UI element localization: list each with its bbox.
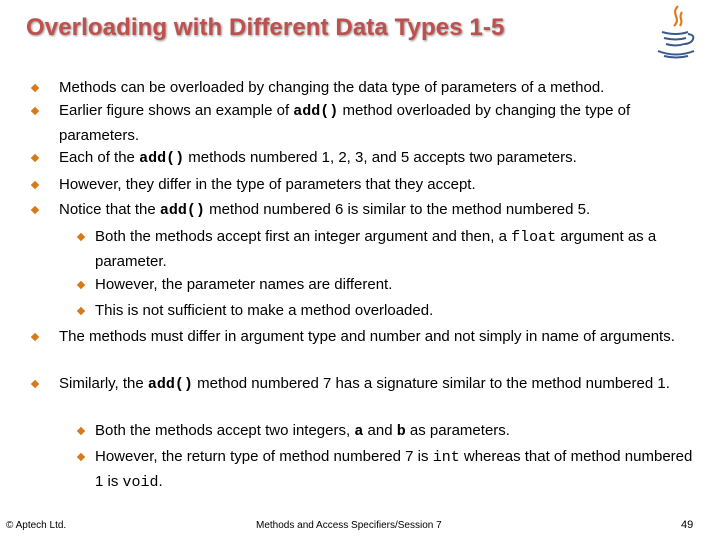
footer-session-title: Methods and Access Specifiers/Session 7 [256,520,442,531]
bullet-text: Methods can be overloaded by changing the data type of parameters of a method. [59,79,605,96]
sub-bullet-marker [77,453,85,461]
bullet-marker [31,333,39,341]
bullet-text: Similarly, the add() method numbered 7 has a signature similar to the method numbered 1. [59,375,670,393]
sub-bullet-marker [77,281,85,289]
bullet-marker [31,84,39,92]
bullet-text: Each of the add() methods numbered 1, 2, 3, and 5 accepts two parameters. [59,149,577,167]
footer-copyright: © Aptech Ltd. [6,520,67,531]
slide-title: Overloading with Different Data Types 1-5 [26,14,505,41]
bullet-text: Earlier figure shows an example of add() method overloaded by changing the type of parameters. [59,102,631,144]
java-logo-icon [652,4,700,60]
bullet-marker [31,380,39,388]
sub-bullet-text: Both the methods accept first an integer argument and then, a float argument as a parameter. [95,228,657,270]
sub-bullet-text: However, the return type of method numbered 7 is int whereas that of method numbered 1 is void. [95,448,693,491]
bullet-marker [31,181,39,189]
sub-bullet-text: Both the methods accept two integers, a and b as parameters. [95,422,510,440]
sub-bullet-text: This is not sufficient to make a method overloaded. [95,302,434,319]
sub-bullet-text: However, the parameter names are different. [95,276,393,293]
sub-bullet-marker [77,233,85,241]
page-number: 49 [681,519,694,531]
bullet-text: The methods must differ in argument type and number and not simply in name of arguments. [59,328,675,345]
bullet-marker [31,107,39,115]
bullet-text: Notice that the add() method numbered 6 is similar to the method numbered 5. [59,201,591,219]
sub-bullet-marker [77,307,85,315]
bullet-marker [31,206,39,214]
bullet-marker [31,154,39,162]
bullet-text: However, they differ in the type of parameters that they accept. [59,176,476,193]
sub-bullet-marker [77,427,85,435]
